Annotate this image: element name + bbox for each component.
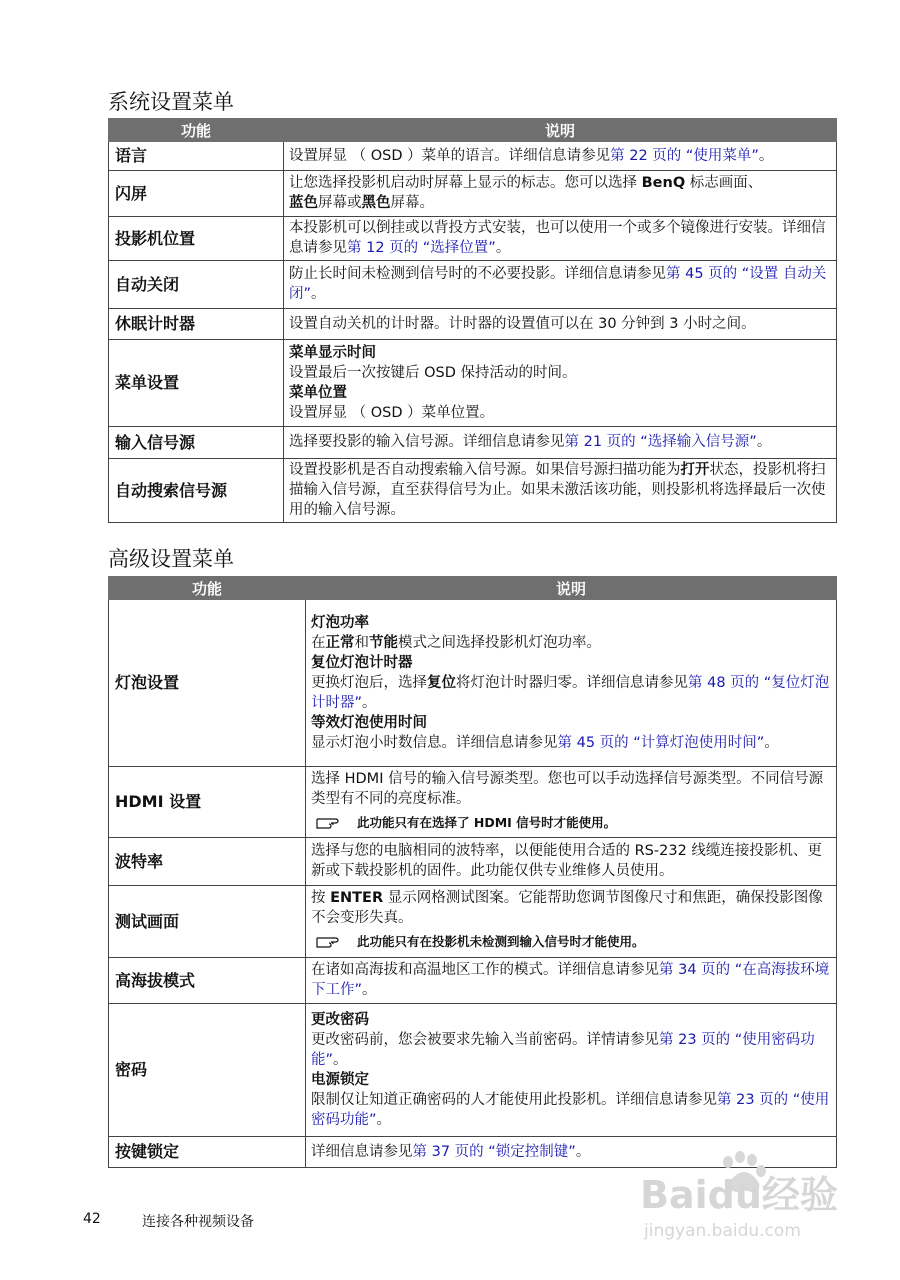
table-row — [109, 459, 837, 523]
page-link[interactable]: 第 34 页的 “在高海拔环境下工作” — [311, 962, 830, 998]
header-description: 说明 — [284, 119, 837, 142]
row-desc-altitude: 在诸如高海拔和高温地区工作的模式。详细信息请参见第 34 页的 “在高海拔环境下工作”。 — [306, 958, 837, 1004]
table-row — [109, 340, 837, 427]
row-name-language: 语言 — [109, 142, 284, 171]
watermark-text: Baidu经验 — [640, 1173, 838, 1217]
table-header-row — [109, 119, 837, 142]
table-row — [109, 958, 837, 1004]
row-name-hdmi: HDMI 设置 — [109, 767, 306, 838]
page-link[interactable]: 第 45 页的 “设置 自动关闭” — [289, 266, 827, 302]
table-row — [109, 171, 837, 217]
row-desc-splash: 让您选择投影机启动时屏幕上显示的标志。您可以选择 BenQ 标志画面、 蓝色屏幕或黑色屏幕。 — [284, 171, 837, 217]
page-link[interactable]: 第 37 页的 “锁定控制键” — [412, 1143, 576, 1160]
table-row — [109, 217, 837, 261]
page-link[interactable]: 第 23 页的 “使用密码功能” — [311, 1031, 815, 1068]
header-function: 功能 — [109, 119, 284, 142]
table-row — [109, 886, 837, 958]
sub-heading: 更改密码 — [311, 1011, 369, 1028]
table-row — [109, 838, 837, 886]
watermark-url: jingyan.baidu.com — [644, 1221, 801, 1241]
sub-heading: 复位灯泡计时器 — [311, 654, 413, 671]
row-name-autooff: 自动关闭 — [109, 261, 284, 309]
table-row — [109, 261, 837, 309]
sub-heading: 灯泡功率 — [311, 614, 369, 631]
row-name-position: 投影机位置 — [109, 217, 284, 261]
table-row — [109, 1004, 837, 1137]
row-name-baud: 波特率 — [109, 838, 306, 886]
note: 此功能只有在投影机未检测到输入信号时才能使用。 — [311, 932, 830, 952]
system-settings-table — [108, 118, 837, 523]
row-desc-password: 更改密码 更改密码前，您会被要求先输入当前密码。详情请参见第 23 页的 “使用密码功能”。 电源锁定 限制仅让知道正确密码的人才能使用此投影机。详细信息请参见第 23 页的 “使用密码功能”。 — [306, 1004, 837, 1137]
row-name-lamp: 灯泡设置 — [109, 600, 306, 767]
note: 此功能只有在选择了 HDMI 信号时才能使用。 — [311, 813, 830, 833]
advanced-settings-table — [108, 576, 837, 1168]
row-desc-baud: 选择与您的电脑相同的波特率，以便能使用合适的 RS-232 线缆连接投影机、更新或下载投影机的固件。此功能仅供专业维修人员使用。 — [306, 838, 837, 886]
row-name-altitude: 高海拔模式 — [109, 958, 306, 1004]
page-link[interactable]: 第 12 页的 “选择位置” — [347, 240, 496, 256]
table-header-row — [109, 577, 837, 600]
header-function: 功能 — [109, 577, 306, 600]
sub-heading: 等效灯泡使用时间 — [311, 714, 427, 731]
table-row — [109, 427, 837, 459]
table-row — [109, 142, 837, 171]
section-title-system: 系统设置菜单 — [108, 90, 234, 114]
row-desc-sleep: 设置自动关机的计时器。计时器的设置值可以在 30 分钟到 3 小时之间。 — [284, 309, 837, 340]
row-name-autosearch: 自动搜索信号源 — [109, 459, 284, 523]
table-row — [109, 767, 837, 838]
row-desc-menu: 菜单显示时间 设置最后一次按键后 OSD 保持活动的时间。 菜单位置 设置屏显 （ OSD ）菜单位置。 — [284, 340, 837, 427]
row-name-sleep: 休眠计时器 — [109, 309, 284, 340]
sub-heading: 菜单显示时间 — [289, 344, 376, 361]
row-desc-language: 设置屏显 （ OSD ）菜单的语言。详细信息请参见第 22 页的 “使用菜单”。 — [284, 142, 837, 171]
pointing-hand-icon — [315, 935, 343, 949]
page-link[interactable]: 第 45 页的 “计算灯泡使用时间” — [557, 734, 765, 751]
row-desc-position: 本投影机可以倒挂或以背投方式安装，也可以使用一个或多个镜像进行安装。详细信息请参见第 12 页的 “选择位置”。 — [284, 217, 837, 261]
header-description: 说明 — [306, 577, 837, 600]
page-link[interactable]: 第 21 页的 “选择输入信号源” — [564, 434, 757, 450]
row-desc-testpattern: 按 ENTER 显示网格测试图案。它能帮助您调节图像尺寸和焦距，确保投影图像不会变形失真。 此功能只有在投影机未检测到输入信号时才能使用。 — [306, 886, 837, 958]
row-name-splash: 闪屏 — [109, 171, 284, 217]
page-number: 42 — [83, 1211, 101, 1227]
chapter-title: 连接各种视频设备 — [142, 1214, 254, 1230]
pointing-hand-icon — [315, 816, 343, 830]
row-desc-hdmi: 选择 HDMI 信号的输入信号源类型。您也可以手动选择信号源类型。不同信号源类型有不同的亮度标准。 此功能只有在选择了 HDMI 信号时才能使用。 — [306, 767, 837, 838]
section-title-advanced: 高级设置菜单 — [108, 547, 234, 571]
row-name-input: 输入信号源 — [109, 427, 284, 459]
table-row — [109, 600, 837, 767]
row-desc-keylock: 详细信息请参见第 37 页的 “锁定控制键”。 — [306, 1137, 837, 1168]
page-link[interactable]: 第 23 页的 “使用密码功能” — [311, 1091, 830, 1128]
baidu-jingyan-watermark — [636, 1150, 886, 1250]
table-row — [109, 309, 837, 340]
row-name-testpattern: 测试画面 — [109, 886, 306, 958]
row-desc-autooff: 防止长时间未检测到信号时的不必要投影。详细信息请参见第 45 页的 “设置 自动关闭”。 — [284, 261, 837, 309]
page-link[interactable]: 第 22 页的 “使用菜单” — [610, 147, 759, 164]
row-name-keylock: 按键锁定 — [109, 1137, 306, 1168]
row-name-password: 密码 — [109, 1004, 306, 1137]
sub-heading: 电源锁定 — [311, 1071, 369, 1088]
row-desc-input: 选择要投影的输入信号源。详细信息请参见第 21 页的 “选择输入信号源”。 — [284, 427, 837, 459]
row-name-menu: 菜单设置 — [109, 340, 284, 427]
row-desc-lamp: 灯泡功率 在正常和节能模式之间选择投影机灯泡功率。 复位灯泡计时器 更换灯泡后，选择复位将灯泡计时器归零。详细信息请参见第 48 页的 “复位灯泡计时器”。 等效灯泡使用时间 显示灯泡小时数信息。详细信息请参见第 45 页的 “计算灯泡使用时间”。 — [306, 600, 837, 767]
sub-heading: 菜单位置 — [289, 384, 347, 401]
row-desc-autosearch: 设置投影机是否自动搜索输入信号源。如果信号源扫描功能为打开状态，投影机将扫描输入信号源，直至获得信号为止。如果未激活该功能，则投影机将选择最后一次使用的输入信号源。 — [284, 459, 837, 523]
page-link[interactable]: 第 48 页的 “复位灯泡计时器” — [311, 674, 830, 711]
